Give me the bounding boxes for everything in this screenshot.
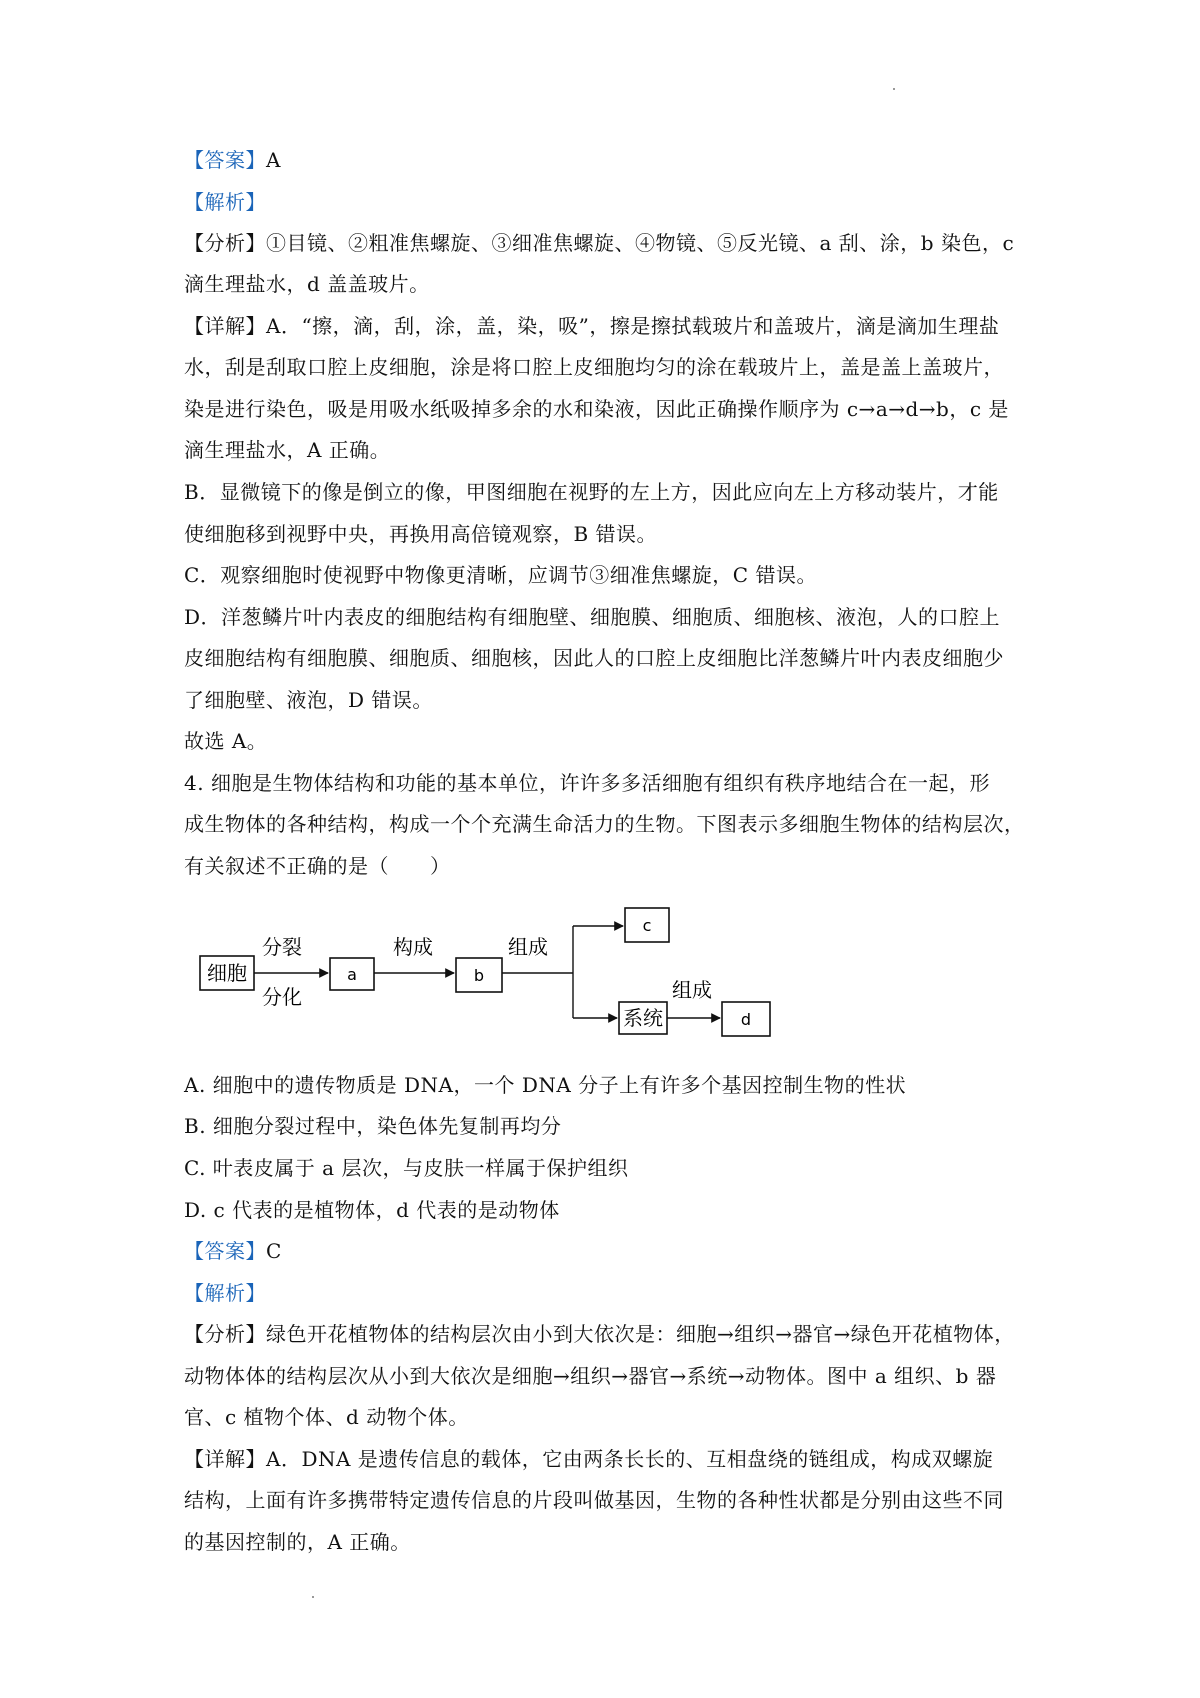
answer-line: 【答案】A	[184, 148, 281, 172]
text-line: 结构，上面有许多携带特定遗传信息的片段叫做基因，生物的各种性状都是分别由这些不同	[184, 1488, 1004, 1512]
option-b: B. 细胞分裂过程中，染色体先复制再均分	[184, 1114, 562, 1138]
text-line: 滴生理盐水，d 盖盖玻片。	[184, 272, 430, 296]
text-line: 染是进行染色，吸是用吸水纸吸掉多余的水和染液，因此正确操作顺序为 c→a→d→b，c 是	[184, 397, 1009, 421]
form-label-1: 组成	[508, 935, 548, 959]
answer-line: 【答案】C	[184, 1239, 282, 1263]
b-label: b	[473, 966, 485, 985]
text-line: B．显微镜下的像是倒立的像，甲图细胞在视野的左上方，因此应向左上方移动装片，才能	[184, 480, 999, 504]
a-label: a	[347, 965, 357, 984]
text-line: 的基因控制的，A 正确。	[184, 1530, 411, 1554]
c-label: c	[642, 916, 652, 935]
text-line: C．观察细胞时使视野中物像更清晰，应调节③细准焦螺旋，C 错误。	[184, 563, 817, 587]
d-label: d	[740, 1010, 752, 1029]
compose-label: 构成	[393, 935, 433, 959]
text-line: 水，刮是刮取口腔上皮细胞，涂是将口腔上皮细胞均匀的涂在载玻片上，盖是盖上盖玻片，	[184, 355, 1004, 379]
question-line: 4. 细胞是生物体结构和功能的基本单位，许许多多活细胞有组织有秩序地结合在一起，形	[184, 771, 990, 795]
text-line: 动物体体的结构层次从小到大依次是细胞→组织→器官→系统→动物体。图中 a 组织、b 器	[184, 1364, 997, 1388]
option-a: A. 细胞中的遗传物质是 DNA，一个 DNA 分子上有许多个基因控制生物的性状	[184, 1073, 907, 1097]
structure-hierarchy-diagram	[190, 898, 790, 1038]
analysis-heading: 【解析】	[184, 190, 266, 214]
text-line: 【分析】绿色开花植物体的结构层次由小到大依次是：细胞→组织→器官→绿色开花植物体，	[184, 1322, 1015, 1346]
text-line: 了细胞壁、液泡，D 错误。	[184, 688, 433, 712]
text-line: 【分析】①目镜、②粗准焦螺旋、③细准焦螺旋、④物镜、⑤反光镜、a 刮、涂，b 染色，c	[184, 231, 1015, 255]
text-line: 【详解】A．“擦，滴，刮，涂，盖，染，吸”，擦是擦拭载玻片和盖玻片，滴是滴加生理盐	[184, 314, 1000, 338]
text-line: 【详解】A．DNA 是遗传信息的载体，它由两条长长的、互相盘绕的链组成，构成双螺旋	[184, 1447, 994, 1471]
scan-dot	[893, 88, 895, 90]
text-line: D．洋葱鳞片叶内表皮的细胞结构有细胞壁、细胞膜、细胞质、细胞核、液泡，人的口腔上	[184, 605, 1001, 629]
question-line: 成生物体的各种结构，构成一个个充满生命活力的生物。下图表示多细胞生物体的结构层次，	[184, 812, 1025, 836]
text-line: 官、c 植物个体、d 动物个体。	[184, 1405, 469, 1429]
cell-label: 细胞	[207, 961, 247, 985]
scan-dot	[312, 1596, 314, 1598]
differentiate-label: 分化	[262, 985, 302, 1009]
text-line: 使细胞移到视野中央，再换用高倍镜观察，B 错误。	[184, 522, 658, 546]
form-label-2: 组成	[672, 978, 712, 1002]
split-label: 分裂	[262, 935, 302, 959]
text-line: 滴生理盐水，A 正确。	[184, 438, 391, 462]
option-c: C. 叶表皮属于 a 层次，与皮肤一样属于保护组织	[184, 1156, 629, 1180]
system-label: 系统	[623, 1006, 663, 1030]
text-line: 故选 A。	[184, 729, 268, 753]
option-d: D. c 代表的是植物体，d 代表的是动物体	[184, 1198, 560, 1222]
analysis-heading: 【解析】	[184, 1281, 266, 1305]
question-line: 有关叙述不正确的是（ ）	[184, 854, 451, 878]
text-line: 皮细胞结构有细胞膜、细胞质、细胞核，因此人的口腔上皮细胞比洋葱鳞片叶内表皮细胞少	[184, 646, 1004, 670]
